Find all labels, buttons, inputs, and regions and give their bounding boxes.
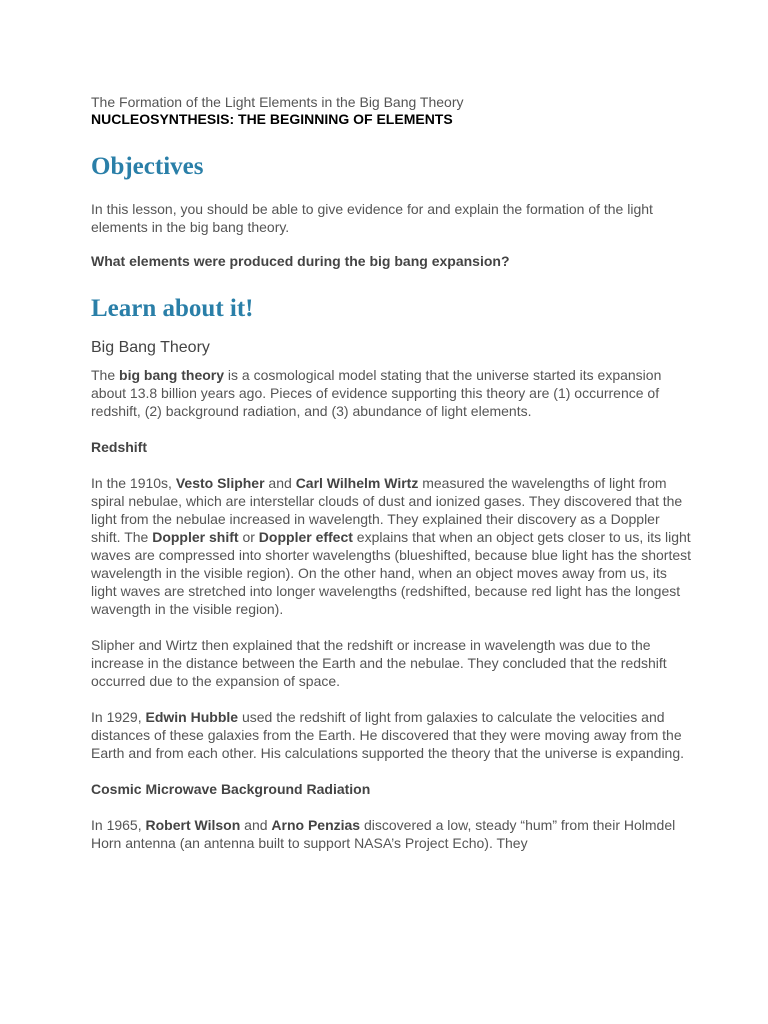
redshift-paragraph-2: Slipher and Wirtz then explained that the redshift or increase in wavelength was due to the increase in the distance between the Earth and the nebulae. They concluded that the redshift occurred due to the expansion of space. <box>91 637 667 689</box>
cmb-heading: Cosmic Microwave Background Radiation <box>91 781 371 797</box>
redshift-heading: Redshift <box>91 439 147 455</box>
document-page <box>91 94 691 852</box>
big-bang-paragraph: The big bang theory is a cosmological model stating that the universe started its expansion about 13.8 billion years ago. Pieces of evidence supporting this theory are (1) occurrence of redshift, (2) background radiation, and (3) abundance of light elements. <box>91 367 662 419</box>
objectives-heading: Objectives <box>91 153 204 180</box>
objectives-question: What elements were produced during the big bang expansion? <box>91 253 510 269</box>
redshift-paragraph-1: In the 1910s, Vesto Slipher and Carl Wilhelm Wirtz measured the wavelengths of light from spiral nebulae, which are interstellar clouds of dust and ionized gases. They discovered that the light from the nebulae increased in wavelength. They explained their discovery as a Doppler shift. The Doppler shift or Doppler effect explains that when an object gets closer to us, its light waves are compressed into shorter wavelengths (blueshifted, because blue light has the shortest wavelength in the visible region). On the other hand, when an object moves away from us, its light waves are stretched into longer wavelengths (redshifted, because red light has the longest wavength in the visible region). <box>91 475 692 617</box>
document-title: The Formation of the Light Elements in the Big Bang Theory <box>91 94 464 110</box>
document-subtitle: NUCLEOSYNTHESIS: THE BEGINNING OF ELEMENTS <box>91 111 453 127</box>
redshift-paragraph-3: In 1929, Edwin Hubble used the redshift of light from galaxies to calculate the velocities and distances of these galaxies from the Earth. He discovered that they were moving away from the Earth and from each other. His calculations supported the theory that the universe is expanding. <box>91 709 685 761</box>
objectives-intro: In this lesson, you should be able to give evidence for and explain the formation of the light elements in the big bang theory. <box>91 201 653 235</box>
big-bang-heading: Big Bang Theory <box>91 339 210 356</box>
cmb-paragraph: In 1965, Robert Wilson and Arno Penzias discovered a low, steady “hum” from their Holmdel Horn antenna (an antenna built to support NASA’s Project Echo). They <box>91 817 676 851</box>
learn-heading: Learn about it! <box>91 295 254 322</box>
